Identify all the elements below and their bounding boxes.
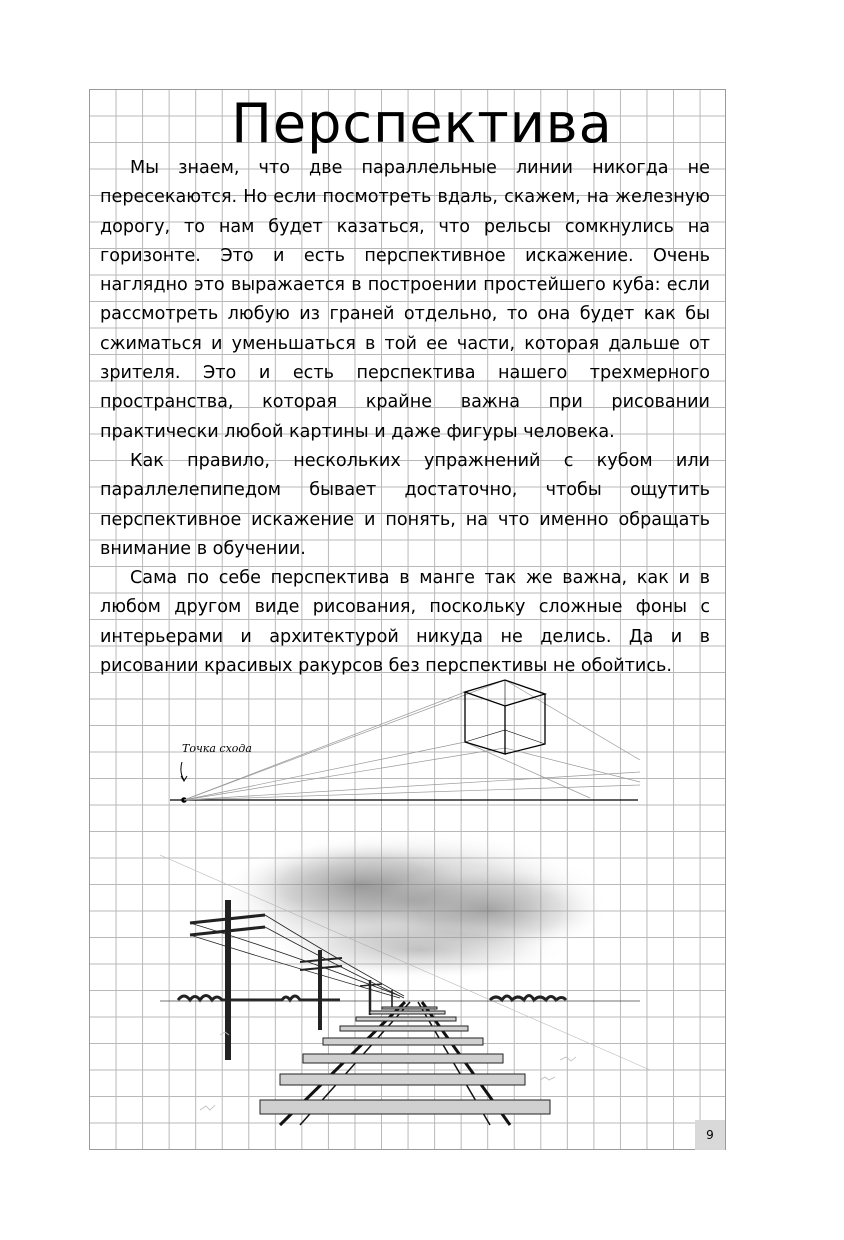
page-number: 9 <box>695 1120 725 1150</box>
rail-ties <box>260 1007 550 1114</box>
paragraph-1: Мы знаем, что две параллельные линии никогда не пересекаются. Но если посмотреть вдаль, скажем, на железную дорогу, то нам будет казаться, что рельсы сомкнулись на горизонте. Это и есть перспективное искажение. Очень наглядно это выражается в построении простейшего куба: если рассмотреть любую из граней отдельно, то она будет как бы сжиматься и уменьшаться в той ее части, которая дальше от зрителя. Это и есть перспектива нашего трехмерного пространства, которая крайне важна при рисовании практически любой картины и даже фигуры человека. <box>100 158 710 442</box>
perspective-illustration <box>160 670 650 1140</box>
paragraph-2: Как правило, нескольких упражнений с кубом или параллелепипедом бывает достаточно, чтобы ощутить перспективное искажение и понять, на что именно обращать внимание в обучении. <box>100 450 710 559</box>
vanishing-point-diagram <box>170 680 640 803</box>
railroad-illustration <box>160 830 650 1125</box>
vanishing-point-label: Точка схода <box>182 742 252 755</box>
page-title: Перспектива <box>231 92 613 155</box>
paragraph-3: Сама по себе перспектива в манге так же важна, как и в любом другом виде рисования, поскольку сложные фоны с интерьерами и архитектурой никуда не делись. Да и в рисовании красивых ракурсов без перспективы не обойтись. <box>100 568 710 677</box>
cube-drawing <box>465 680 545 754</box>
perspective-guides <box>184 680 640 800</box>
body-text <box>100 154 710 681</box>
